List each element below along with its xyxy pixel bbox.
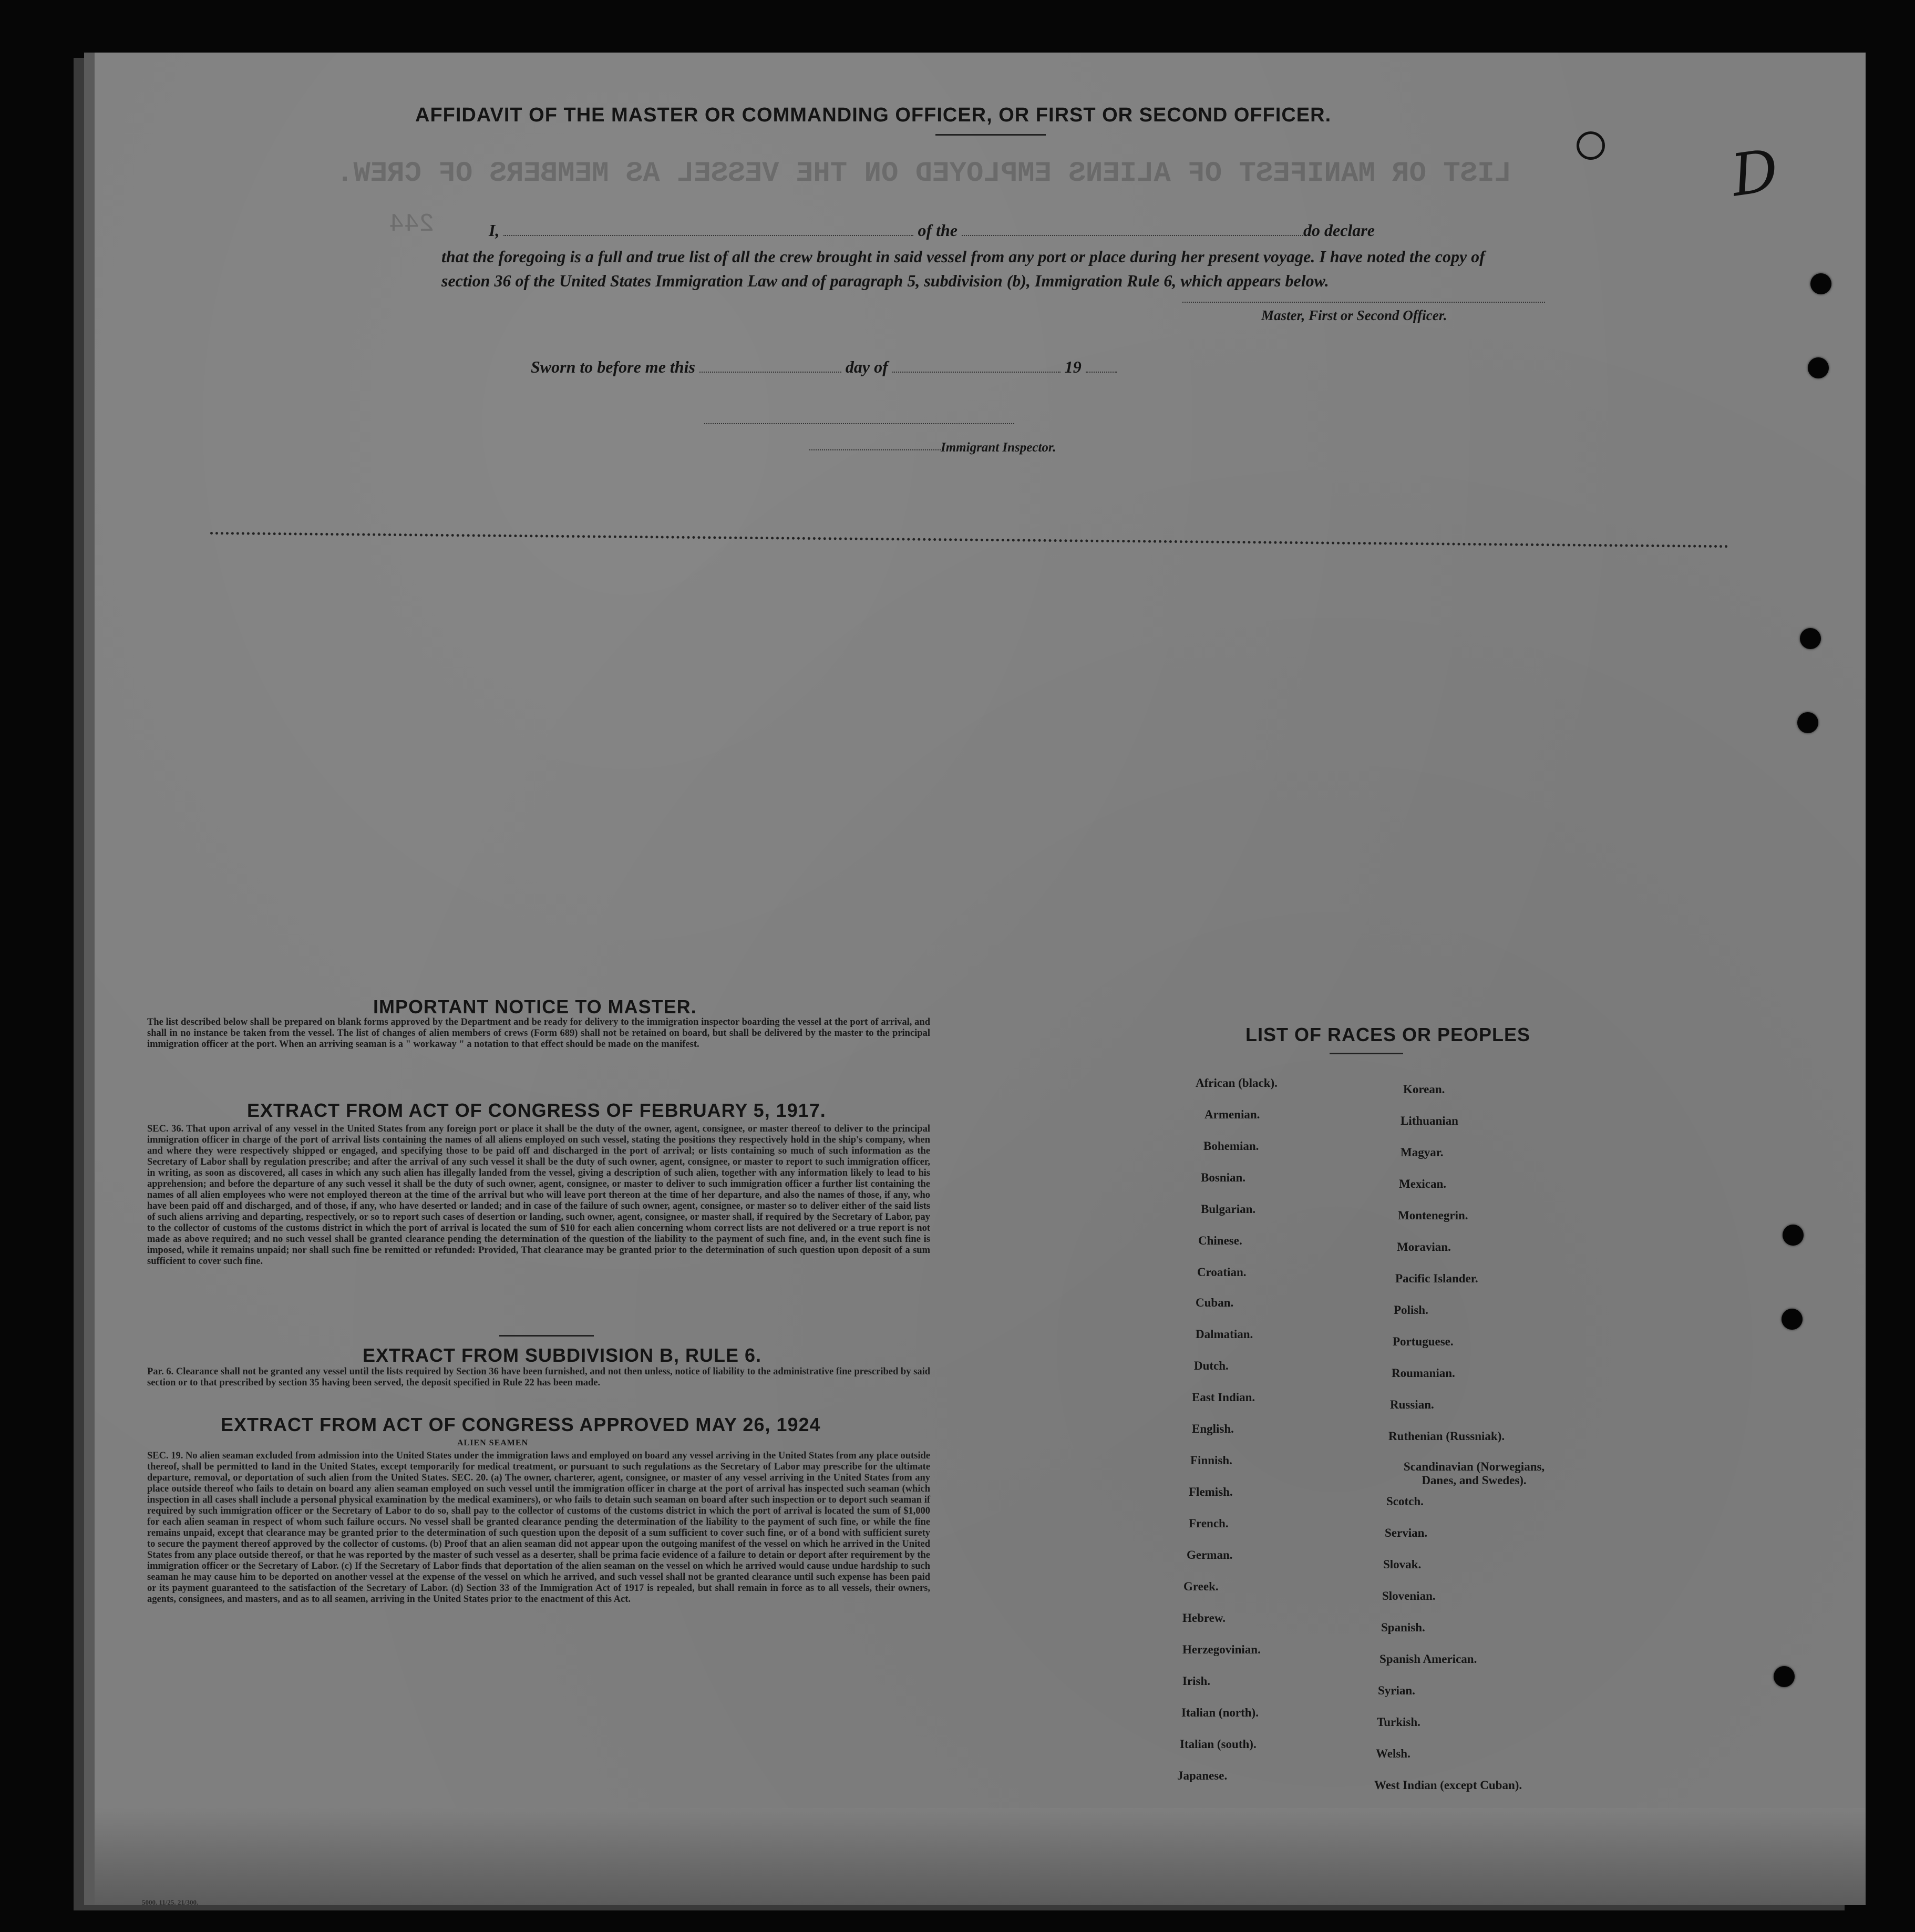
extract-rule6-body: Par. 6. Clearance shall not be granted any vessel until the lists required by Section 36 have been furnished, and not then unless, notice of liability to the administrative fine prescribed by said section or to that prescribed by section 35 having been served, the deposit specified in Rule 22 has been made.: [147, 1366, 930, 1388]
form-number: 5000. 11/25. 21/300.: [142, 1898, 199, 1906]
race-item: Portuguese.: [1393, 1335, 1454, 1348]
sworn-day-blank: [699, 358, 841, 373]
race-item: Moravian.: [1397, 1240, 1451, 1253]
race-item: French.: [1189, 1517, 1229, 1530]
of-the-word: of the: [918, 221, 958, 240]
bleed-through-sheet-number: 244: [389, 210, 435, 239]
sheet-bottom-edge: [95, 1808, 1866, 1905]
race-item: Bosnian.: [1201, 1171, 1246, 1184]
race-item: East Indian.: [1192, 1391, 1255, 1404]
punch-hole: [1782, 1309, 1803, 1330]
notice-title: IMPORTANT NOTICE TO MASTER.: [373, 996, 697, 1018]
master-signature-line: [1182, 302, 1545, 303]
extract-1924-body: SEC. 19. No alien seaman excluded from admission into the United States under the immigration laws and employed on board any vessel arriving in the United States from any place outside thereof, shall be permitted to land in the United States, except temporarily for medical treatment, or pursuant to such regulations as the Secretary of Labor may prescribe for the ultimate departure, removal, or deportation of such alien from the United States. SEC. 20. (a) The owner, charterer, agent, consignee, or master of any vessel arriving in the United States from any place outside thereof who fails to detain on board any alien seaman employed on such vessel until the immigration officer in charge at the port of arrival has inspected such seaman (which inspection in all cases shall include a personal physical examination by the medical examiners), or who fails to detain such seaman on board after such inspection or to deport such seaman if required by such immigration officer or the Secretary of Labor to do so, shall pay to the collector of customs of the customs district in which the port of arrival is located the sum of $1,000 for each alien seaman in respect of whom such failure occurs. No vessel shall be granted clearance pending the determination of the liability to the payment of such fine, or while the fine remains unpaid, except that clearance may be granted prior to the determination of such question upon the deposit of a sum sufficient to cover such fine, or of a bond with sufficient surety to secure the payment thereof approved by the collector of customs. (b) Proof that an alien seaman did not appear upon the outgoing manifest of the vessel on which he arrived in the United States from any place outside thereof, or that he was reported by the master of such vessel as a deserter, shall be prima facie evidence of a failure to detain or deport after requirement by the immigration officer or the Secretary of Labor. (c) If the Secretary of Labor finds that deportation of the alien seaman on the vessel on which he arrived would cause undue hardship to such seaman he may cause him to be deported on another vessel at the expense of the vessel on which he arrived, and such vessel shall not be granted clearance until such expense has been paid or its payment guaranteed to the satisfaction of the Secretary of Labor. (d) Section 33 of the Immigration Act of 1917 is repealed, but shall remain in force as to all vessels, their owners, agents, consignees, and masters, and as to all seamen, arriving in the United States prior to the enactment of this Act.: [147, 1451, 930, 1605]
races-title: LIST OF RACES OR PEOPLES: [1245, 1024, 1531, 1045]
race-item: Scandinavian (Norwegians, Danes, and Swedes).: [1403, 1460, 1545, 1487]
race-item: Hebrew.: [1182, 1611, 1226, 1625]
race-item: German.: [1187, 1548, 1233, 1561]
i-word: I,: [489, 221, 500, 240]
affidavit-body: [441, 218, 1503, 293]
race-item: Mexican.: [1399, 1177, 1447, 1190]
year-blank: [1086, 358, 1117, 373]
punch-hole: [1810, 273, 1831, 294]
extract-1917-body: SEC. 36. That upon arrival of any vessel in the United States from any foreign port or place it shall be the duty of the owner, agent, consignee, or master thereof to deliver to the principal immigration officer in charge of the port of arrival lists containing the names of all aliens employed on such vessel, stating the positions they respectively hold in the ship's company, when and where they were respectively shipped or engaged, and specifying those to be paid off and discharged in the port of arrival; or lists containing so much of such information as the Secretary of Labor shall by regulation prescribe; and after the arrival of any such vessel it shall be the duty of such owner, agent, consignee, or master to report to such immigration officer, in writing, as soon as discovered, all cases in which any such alien has illegally landed from the vessel, giving a description of such alien, together with any information likely to lead to his apprehension; and before the departure of any such vessel it shall be the duty of such owner, agent, consignee, or master to deliver to such immigration officer a further list containing the names of all alien employees who were not employed thereon at the time of the arrival but who will leave port thereon at the time of her departure, and also the names of those, if any, who have been paid off and discharged, and of those, if any, who have deserted or landed; and in case of the failure of such owner, agent, consignee, or master so to deliver either of the said lists of such aliens arriving and departing, respectively, or so to report such cases of desertion or landing, such owner, agent, consignee, or master shall, if required by the Secretary of Labor, pay to the collector of customs of the customs district in which the port of arrival is located the sum of $10 for each alien concerning whom correct lists are not delivered or a true report is not made as above required; and no such vessel shall be granted clearance pending the determination of the question of the liability to the payment of such fine, and, in the event such fine is imposed, while it remains unpaid; nor shall such fine be remitted or refunded: Provided, That clearance may be granted prior to the determination of such question upon deposit of a sum sufficient to cover such fine.: [147, 1124, 930, 1267]
manifest-sheet: [95, 53, 1866, 1905]
extract-rule6-title: EXTRACT FROM SUBDIVISION B, RULE 6.: [363, 1344, 762, 1366]
race-item: Welsh.: [1376, 1747, 1410, 1760]
race-item: Pacific Islander.: [1395, 1272, 1478, 1285]
race-item: Slovak.: [1383, 1558, 1422, 1571]
master-signature-label: Master, First or Second Officer.: [1261, 307, 1447, 323]
race-item: Bohemian.: [1203, 1139, 1259, 1153]
race-item: Syrian.: [1378, 1684, 1415, 1697]
race-item: Italian (south).: [1180, 1738, 1257, 1751]
race-item: Russian.: [1390, 1398, 1434, 1411]
extract-1917-title: EXTRACT FROM ACT OF CONGRESS OF FEBRUARY 5, 1917.: [247, 1099, 826, 1121]
punch-hole: [1797, 712, 1818, 733]
race-item: Chinese.: [1198, 1234, 1242, 1247]
race-item: Cuban.: [1196, 1296, 1234, 1309]
inspector-label: Immigrant Inspector.: [941, 440, 1056, 455]
day-of-word: day of: [845, 357, 888, 376]
do-declare-word: do declare: [1303, 221, 1375, 240]
race-item: Italian (north).: [1181, 1706, 1259, 1719]
section-separator: [499, 1335, 594, 1337]
race-item: Croatian.: [1197, 1266, 1247, 1279]
handwritten-letter-mark: D: [1727, 136, 1783, 210]
affidavit-rule: [935, 134, 1046, 136]
year-prefix: 19: [1064, 357, 1082, 376]
race-item: Servian.: [1385, 1526, 1428, 1539]
races-rule: [1330, 1053, 1403, 1054]
race-item: Bulgarian.: [1201, 1203, 1256, 1216]
alien-seamen-subtitle: ALIEN SEAMEN: [457, 1438, 529, 1447]
race-item: English.: [1192, 1422, 1234, 1435]
race-item: Turkish.: [1377, 1715, 1420, 1729]
sworn-line: [531, 357, 1117, 377]
race-item: Spanish.: [1381, 1621, 1425, 1634]
race-item: Dalmatian.: [1196, 1328, 1253, 1341]
handwritten-circle-mark: [1577, 131, 1605, 160]
affidavit-title: AFFIDAVIT OF THE MASTER OR COMMANDING OFFICER, OR FIRST OR SECOND OFFICER.: [415, 104, 1332, 126]
race-item: Slovenian.: [1382, 1589, 1436, 1602]
punch-hole: [1774, 1666, 1795, 1687]
race-item: Ruthenian (Russniak).: [1388, 1430, 1505, 1443]
inspector-dotted-line: [809, 449, 941, 450]
race-item: Greek.: [1183, 1580, 1219, 1593]
race-item: Lithuanian: [1401, 1114, 1458, 1127]
affidavit-statement: that the foregoing is a full and true list of all the crew brought in said vessel from any port or place during her present voyage. I have noted the copy of section 36 of the United States Immigration Law and of paragraph 5, subdivision (b), Immigration Rule 6, which appears below.: [441, 247, 1485, 290]
extract-1924-title: EXTRACT FROM ACT OF CONGRESS APPROVED MAY 26, 1924: [221, 1414, 821, 1435]
affidavit-declaration-line: [441, 218, 1503, 242]
race-item: Roumanian.: [1392, 1366, 1455, 1380]
punch-hole: [1808, 357, 1829, 378]
name-blank: [503, 221, 913, 236]
race-item: Montenegrin.: [1398, 1209, 1468, 1222]
race-item: Japanese.: [1177, 1769, 1228, 1782]
race-item: Flemish.: [1189, 1485, 1233, 1498]
bleed-through-header: LIST OR MANIFEST OF ALIENS EMPLOYED ON THE VESSEL AS MEMBERS OF CREW.: [336, 158, 1511, 190]
race-item: Irish.: [1182, 1674, 1211, 1688]
race-item: Herzegovinian.: [1182, 1643, 1261, 1656]
inspector-signature-line: [704, 423, 1014, 424]
race-item: Magyar.: [1401, 1146, 1444, 1159]
race-item: Armenian.: [1204, 1108, 1260, 1121]
race-item: Polish.: [1394, 1303, 1428, 1317]
race-item: West Indian (except Cuban).: [1374, 1779, 1522, 1792]
vessel-blank: [962, 221, 1303, 236]
punch-hole: [1783, 1225, 1804, 1246]
race-item: Korean.: [1403, 1083, 1445, 1096]
race-item: Finnish.: [1190, 1454, 1232, 1467]
race-item: Spanish American.: [1379, 1652, 1477, 1666]
sworn-prefix: Sworn to before me this: [531, 357, 695, 376]
race-item: Dutch.: [1194, 1359, 1229, 1372]
race-item: African (black).: [1196, 1076, 1278, 1090]
notice-body: The list described below shall be prepared on blank forms approved by the Department and be ready for delivery to the immigration inspector boarding the vessel at the port of arrival, and shall in no instance be taken from the vessel. The list of changes of alien members of crews (Form 689) shall not be retained on board, but shall be delivered by the master to the principal immigration officer at the port. When an arriving seaman is a " workaway " a notation to that effect should be made on the manifest.: [147, 1017, 930, 1050]
race-item: Scotch.: [1386, 1495, 1424, 1508]
punch-hole: [1800, 628, 1821, 649]
sworn-month-blank: [892, 358, 1061, 373]
